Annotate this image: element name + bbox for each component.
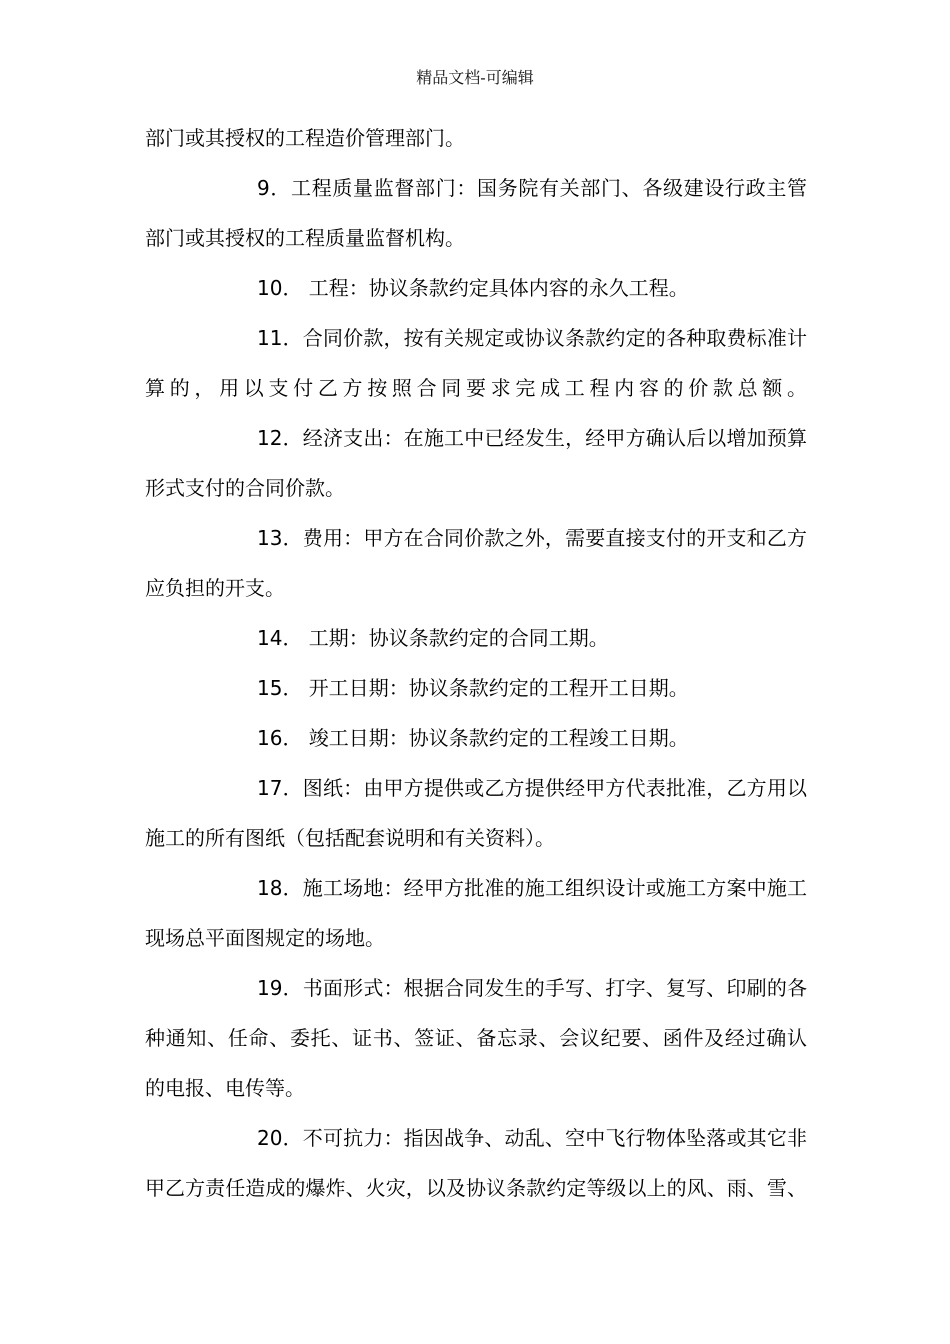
text-line: 应负担的开支。 [145, 576, 285, 600]
text-line: 种通知、任命、委托、证书、签证、备忘录、会议纪要、函件及经过确认 [145, 1026, 807, 1050]
text-line: 18．施工场地：经甲方批准的施工组织设计或施工方案中施工 [257, 876, 807, 900]
text-line: 14． 工期：协议条款约定的合同工期。 [257, 626, 609, 650]
text-line: 13．费用：甲方在合同价款之外，需要直接支付的开支和乙方 [257, 526, 807, 550]
text-line: 部门或其授权的工程质量监督机构。 [145, 226, 465, 250]
text-line: 形式支付的合同价款。 [145, 476, 345, 500]
text-line: 17．图纸：由甲方提供或乙方提供经甲方代表批准，乙方用以 [257, 776, 807, 800]
text-line: 15． 开工日期：协议条款约定的工程开工日期。 [257, 676, 689, 700]
text-line: 19．书面形式：根据合同发生的手写、打字、复写、印刷的各 [257, 976, 807, 1000]
text-line: 的电报、电传等。 [145, 1076, 305, 1100]
text-line: 现场总平面图规定的场地。 [145, 926, 385, 950]
text-line: 10． 工程：协议条款约定具体内容的永久工程。 [257, 276, 689, 300]
text-line: 12．经济支出：在施工中已经发生，经甲方确认后以增加预算 [257, 426, 807, 450]
text-line: 部门或其授权的工程造价管理部门。 [145, 126, 465, 150]
page-header: 精品文档-可编辑 [416, 68, 534, 87]
text-line: 施工的所有图纸（包括配套说明和有关资料）。 [145, 826, 555, 850]
text-line: 甲乙方责任造成的爆炸、火灾，以及协议条款约定等级以上的风、雨、雪、 [145, 1176, 807, 1200]
text-line: 11．合同价款，按有关规定或协议条款约定的各种取费标准计 [257, 326, 807, 350]
document-body [145, 113, 807, 1213]
text-line: 9．工程质量监督部门：国务院有关部门、各级建设行政主管 [257, 176, 807, 200]
text-line: 16． 竣工日期：协议条款约定的工程竣工日期。 [257, 726, 689, 750]
text-line: 算的，用以支付乙方按照合同要求完成工程内容的价款总额。 [145, 376, 807, 400]
text-line: 20．不可抗力：指因战争、动乱、空中飞行物体坠落或其它非 [257, 1126, 807, 1150]
